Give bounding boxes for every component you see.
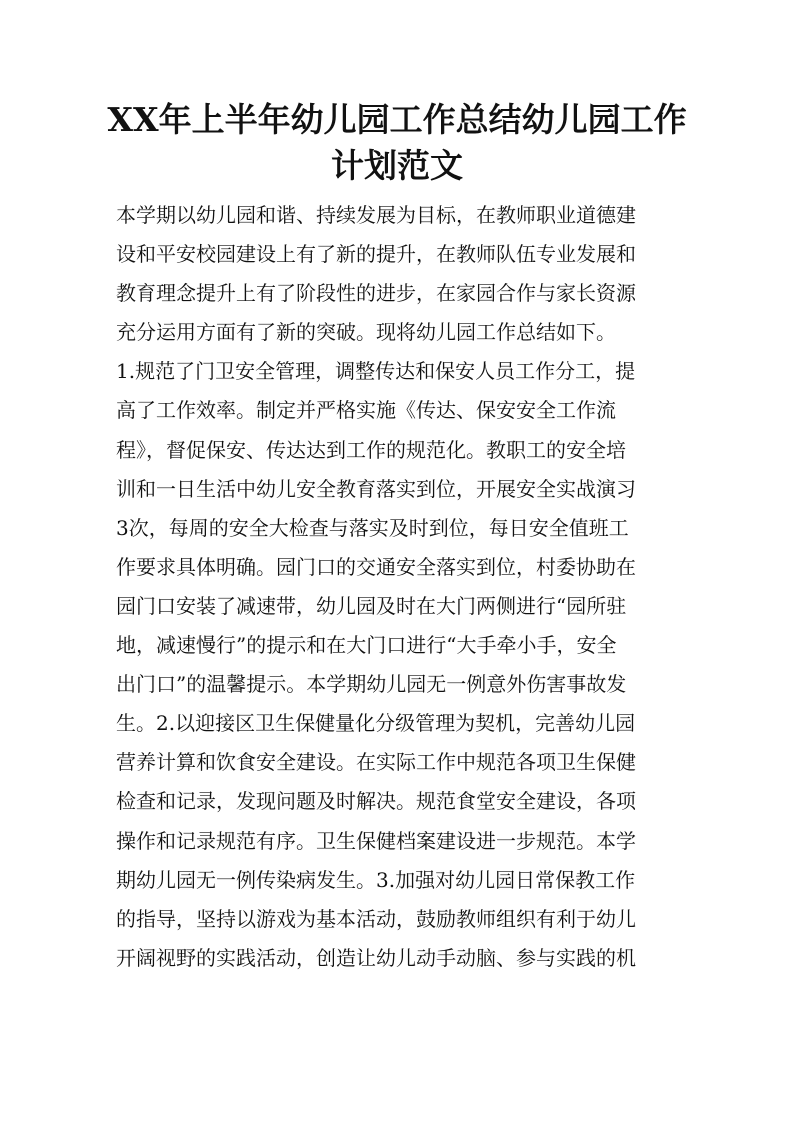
body-line-6: 高了工作效率。制定并严格实施《传达、保安安全工作流 (116, 398, 616, 423)
document-title-line-1: XX年上半年幼儿园工作总结幼儿园工作 (107, 100, 687, 139)
body-line-18: 期幼儿园无一例传染病发生。3.加强对幼儿园日常保教工作 (116, 867, 636, 892)
document-body (116, 196, 676, 978)
body-line-2: 设和平安校园建设上有了新的提升，在教师队伍专业发展和 (116, 242, 636, 267)
body-line-16: 检查和记录，发现问题及时解决。规范食堂安全建设，各项 (116, 789, 636, 814)
body-line-3: 教育理念提升上有了阶段性的进步，在家园合作与家长资源 (116, 281, 636, 306)
body-line-5: 1.规范了门卫安全管理，调整传达和保安人员工作分工，提 (116, 359, 636, 384)
body-line-9: 3次，每周的安全大检查与落实及时到位，每日安全值班工 (116, 515, 629, 540)
document-title-line-2: 计划范文 (331, 146, 463, 185)
body-line-17: 操作和记录规范有序。卫生保健档案建设进一步规范。本学 (116, 828, 636, 853)
body-line-15: 营养计算和饮食安全建设。在实际工作中规范各项卫生保健 (116, 750, 636, 775)
body-line-10: 作要求具体明确。园门口的交通安全落实到位，村委协助在 (116, 554, 636, 579)
body-line-4: 充分运用方面有了新的突破。现将幼儿园工作总结如下。 (116, 320, 616, 345)
body-line-11: 园门口安装了减速带，幼儿园及时在大门两侧进行“园所驻 (116, 593, 627, 618)
body-line-19: 的指导，坚持以游戏为基本活动，鼓励教师组织有利于幼儿 (116, 906, 636, 931)
body-line-14: 生。2.以迎接区卫生保健量化分级管理为契机，完善幼儿园 (116, 711, 636, 736)
body-line-20: 开阔视野的实践活动，创造让幼儿动手动脑、参与实践的机 (116, 945, 636, 970)
body-line-12: 地，减速慢行”的提示和在大门口进行“大手牵小手，安全 (116, 633, 617, 658)
body-line-13: 出门口”的温馨提示。本学期幼儿园无一例意外伤害事故发 (116, 672, 627, 697)
body-line-7: 程》，督促保安、传达达到工作的规范化。教职工的安全培 (116, 437, 626, 462)
body-line-1: 本学期以幼儿园和谐、持续发展为目标，在教师职业道德建 (116, 203, 636, 227)
body-line-8: 训和一日生活中幼儿安全教育落实到位，开展安全实战演习 (116, 476, 636, 501)
